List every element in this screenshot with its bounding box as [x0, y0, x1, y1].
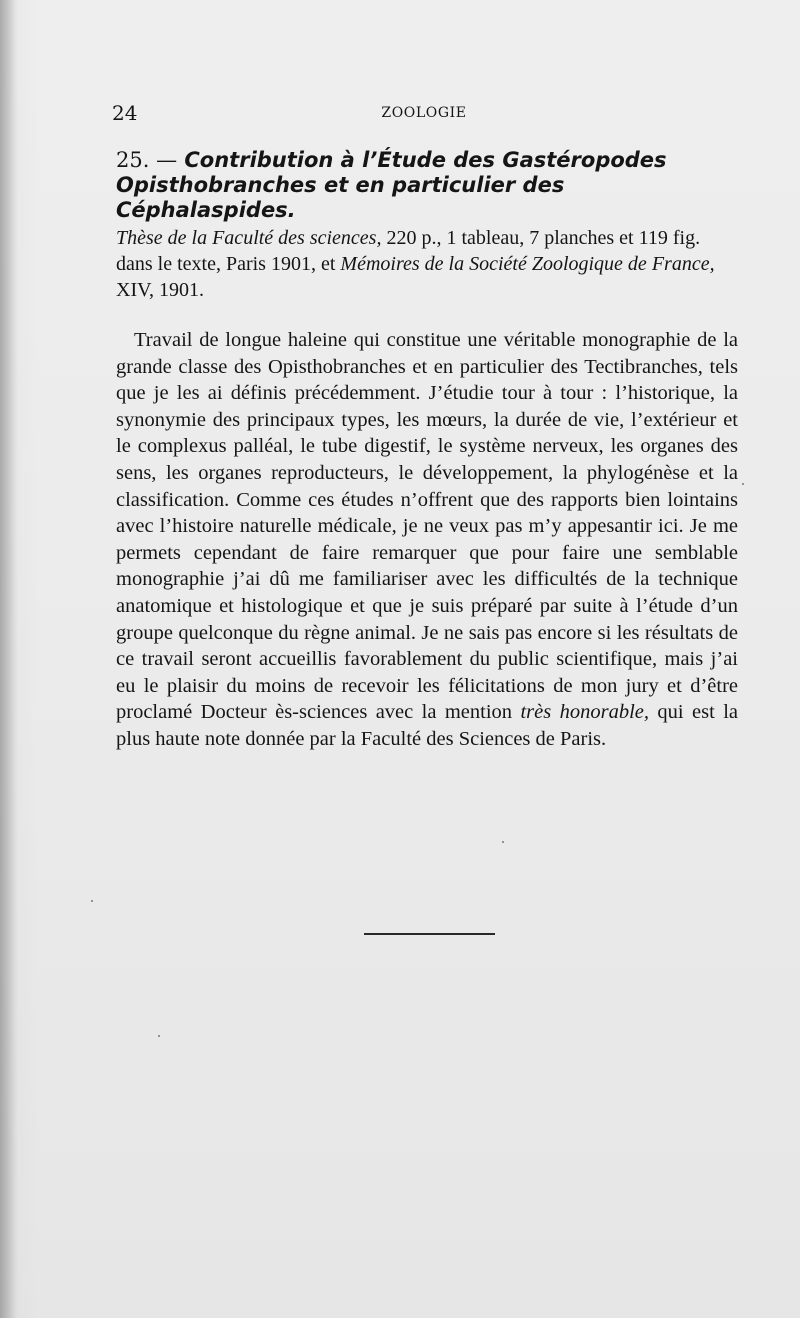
section-divider — [364, 933, 495, 935]
paper-speck — [91, 900, 93, 902]
entry-title-line — [116, 148, 738, 223]
body-text-part1: Travail de longue haleine qui constitue une véritable monographie de la grande classe des Opisthobranches et en particulier des Tectibranches, tels que je les ai définis précédemment. J’étudie tour à tour : l’historique, la synonymie des principaux types, les mœurs, la durée de vie, l’extérieur et le complexus palléal, le tube digestif, le système nerveux, les organes des sens, les organes reproducteurs, le développement, la phylogénèse et la classification. Comme ces études n’offrent que des rapports bien lointains avec l’histoire naturelle médicale, je ne veux pas m’y appesantir ici. Je me permets cependant de faire remarquer que pour faire une semblable monographie j’ai dû me familiariser avec les difficultés de la technique anatomique et histologique et que je suis préparé par suite à l’étude d’un groupe quelconque du règne animal. Je ne sais pas encore si les résultats de ce travail seront accueillis favorablement du public scientifique, mais j’ai eu le plaisir du moins de recevoir les félicitations de mon jury et d’être proclamé Docteur ès-sciences avec la mention — [116, 329, 738, 724]
entry-title: Contribution à l’Étude des Gastéropodes Opisthobranches et en particulier des Céphalaspides. — [116, 148, 667, 222]
entry-body — [116, 327, 738, 753]
citation-journal: Mémoires de la Société Zoologique de France, — [340, 253, 715, 275]
body-text-part2: qui est la plus haute note donnée par la Faculté des Sciences de Paris. — [116, 701, 738, 750]
paper-speck — [742, 483, 744, 485]
paper-speck — [158, 1035, 160, 1037]
entry-number: 25. — — [116, 148, 178, 172]
page-number: 24 — [112, 101, 138, 125]
spine-shadow — [0, 0, 18, 1318]
page-header — [112, 101, 736, 125]
body-text-emphasis: très honorable, — [520, 701, 650, 724]
publication-entry — [116, 148, 738, 753]
running-head: ZOOLOGIE — [381, 105, 467, 121]
citation-thesis: Thèse de la Faculté des sciences, — [116, 227, 382, 249]
citation-volume: XIV, 1901. — [116, 279, 204, 301]
citation-details: 220 p., 1 tableau, 7 planches et 119 fig. dans le texte, Paris 1901, et — [116, 227, 701, 275]
paper-speck — [502, 841, 504, 843]
entry-citation — [116, 225, 738, 303]
